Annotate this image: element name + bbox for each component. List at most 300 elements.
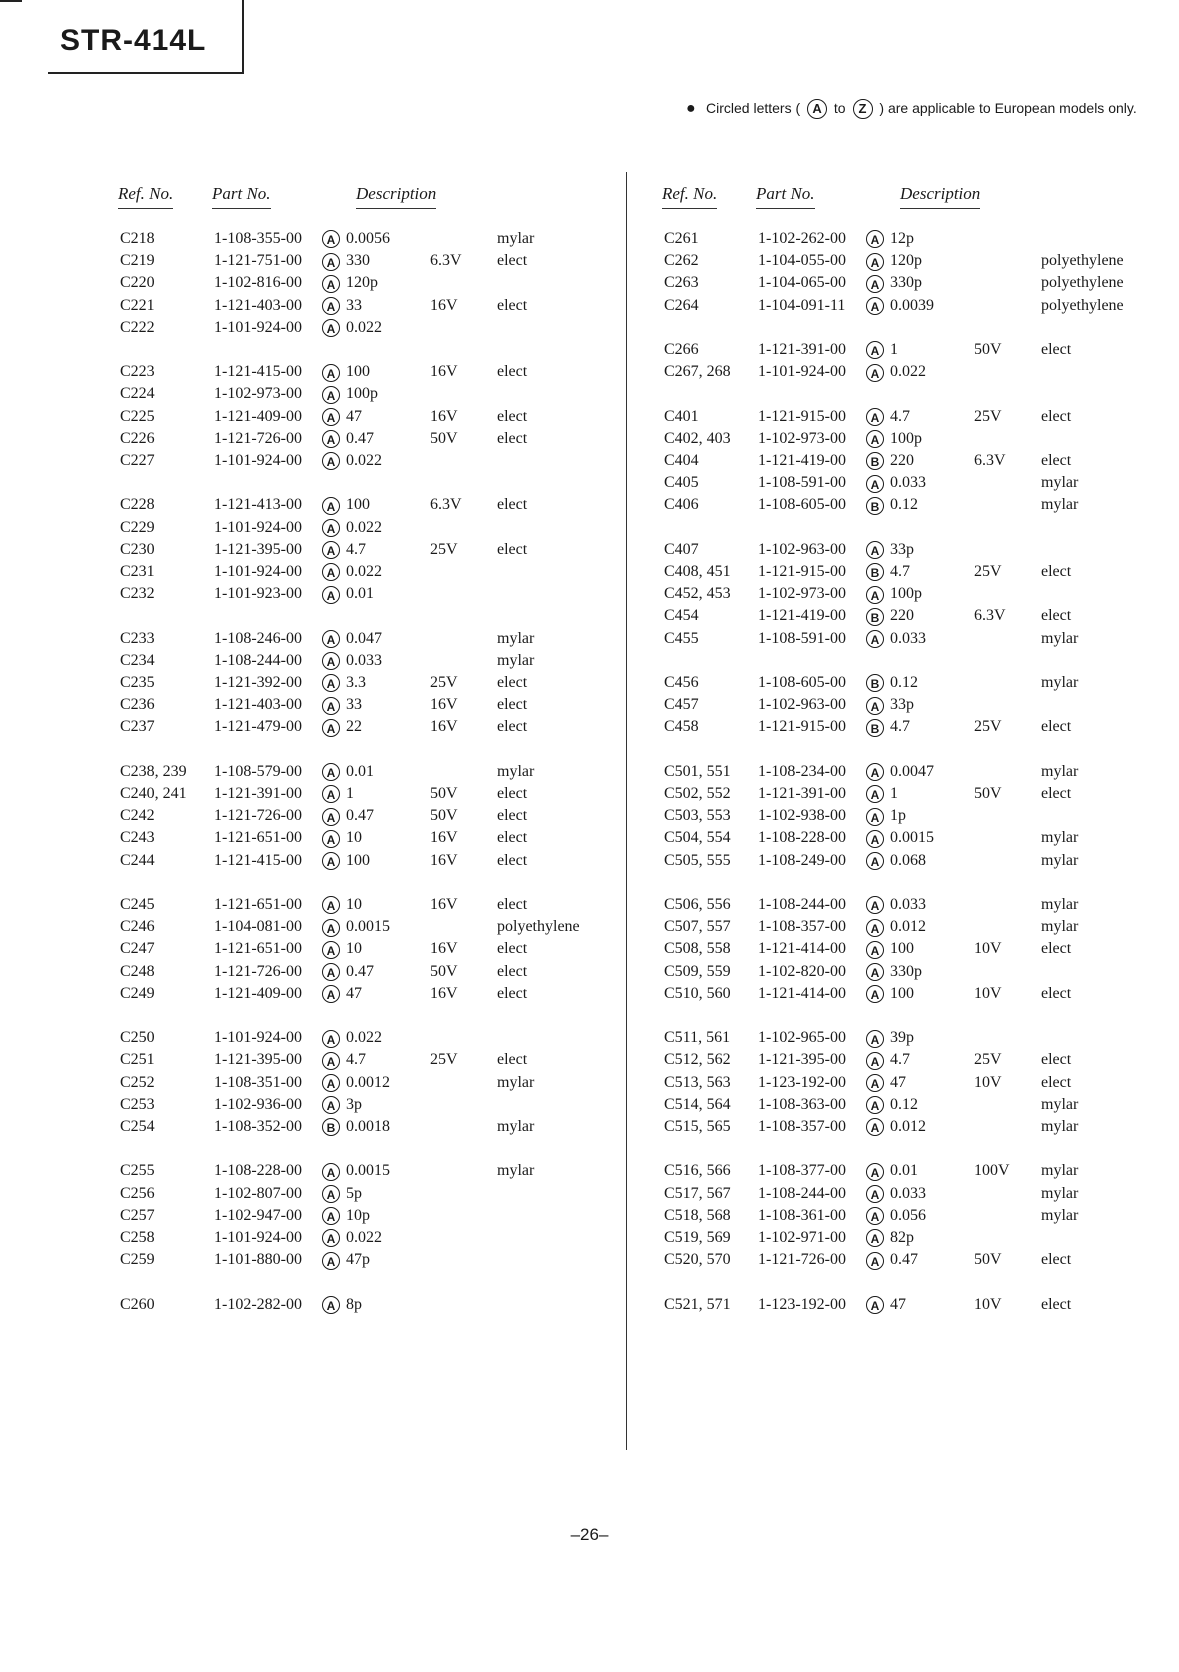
value-cell bbox=[322, 674, 366, 692]
value-cell bbox=[322, 252, 370, 270]
part-no-cell: 1-121-751-00 bbox=[214, 252, 302, 270]
circled-a-icon: A bbox=[322, 319, 340, 337]
circled-a-icon: A bbox=[322, 586, 340, 604]
circled-a-icon: A bbox=[866, 1296, 884, 1314]
value-cell bbox=[322, 1118, 390, 1136]
value-cell bbox=[322, 1029, 382, 1047]
part-no-cell: 1-108-579-00 bbox=[214, 762, 302, 780]
circled-a-icon: A bbox=[866, 230, 884, 248]
part-no-cell: 1-121-651-00 bbox=[214, 829, 302, 847]
value-text: 100p bbox=[890, 429, 922, 447]
header-description: Description bbox=[900, 184, 980, 209]
type-cell: elect bbox=[497, 696, 528, 714]
value-cell bbox=[322, 1185, 362, 1203]
value-text: 120p bbox=[890, 252, 922, 270]
table-row bbox=[656, 1185, 1176, 1209]
table-row bbox=[656, 1229, 1176, 1253]
part-no-cell: 1-121-413-00 bbox=[214, 496, 302, 514]
value-cell bbox=[866, 1096, 918, 1114]
value-cell bbox=[866, 1162, 918, 1180]
value-text: 100 bbox=[890, 984, 914, 1002]
value-cell bbox=[322, 696, 362, 714]
type-cell: elect bbox=[1041, 785, 1072, 802]
value-cell bbox=[866, 674, 918, 692]
ref-no-cell: C508, 558 bbox=[664, 940, 731, 958]
type-cell: elect bbox=[497, 984, 528, 1002]
circled-a-icon: A bbox=[322, 430, 340, 448]
value-cell bbox=[322, 1251, 370, 1269]
table-row bbox=[656, 829, 1176, 853]
column-headers bbox=[112, 180, 632, 220]
circled-a-icon: A bbox=[866, 1052, 884, 1070]
table-row bbox=[112, 985, 632, 1009]
circled-a-icon: A bbox=[866, 852, 884, 870]
voltage-cell: 6.3V bbox=[430, 496, 462, 514]
value-text: 47 bbox=[346, 984, 362, 1002]
circled-a-icon: A bbox=[866, 1252, 884, 1270]
ref-no-cell: C519, 569 bbox=[664, 1229, 731, 1246]
ref-no-cell: C520, 570 bbox=[664, 1251, 731, 1269]
voltage-cell: 50V bbox=[430, 785, 458, 802]
value-cell bbox=[322, 1162, 390, 1180]
value-text: 33 bbox=[346, 296, 362, 314]
ref-no-cell: C512, 562 bbox=[664, 1051, 731, 1069]
value-cell bbox=[866, 1074, 906, 1092]
type-cell: mylar bbox=[497, 651, 535, 669]
value-cell bbox=[322, 985, 362, 1003]
part-no-cell: 1-104-081-00 bbox=[214, 918, 302, 936]
circled-a-icon: A bbox=[866, 830, 884, 848]
part-no-cell: 1-101-924-00 bbox=[214, 563, 302, 580]
circled-b-icon: B bbox=[866, 674, 884, 692]
part-no-cell: 1-108-355-00 bbox=[214, 230, 302, 247]
circled-a-icon: A bbox=[322, 1207, 340, 1225]
value-cell bbox=[866, 297, 934, 315]
ref-no-cell: C501, 551 bbox=[664, 762, 731, 780]
table-row bbox=[112, 363, 632, 387]
table-row bbox=[656, 630, 1176, 654]
circled-a-icon: A bbox=[322, 941, 340, 959]
circled-a-icon: A bbox=[322, 985, 340, 1003]
ref-no-cell: C264 bbox=[664, 296, 699, 314]
type-cell: elect bbox=[497, 429, 528, 447]
value-text: 0.0015 bbox=[890, 829, 934, 847]
ref-no-cell: C401 bbox=[664, 407, 699, 425]
value-text: 0.0039 bbox=[890, 296, 934, 314]
voltage-cell: 6.3V bbox=[974, 607, 1006, 625]
table-row bbox=[112, 940, 632, 964]
value-cell bbox=[866, 963, 922, 981]
value-text: 0.033 bbox=[890, 474, 926, 492]
circled-a-icon: A bbox=[322, 1163, 340, 1181]
ref-no-cell: C515, 565 bbox=[664, 1118, 731, 1135]
ref-no-cell: C258 bbox=[120, 1229, 155, 1246]
value-cell bbox=[866, 1251, 918, 1269]
table-row bbox=[112, 519, 632, 543]
voltage-cell: 16V bbox=[430, 940, 458, 958]
circled-b-icon: B bbox=[866, 497, 884, 515]
part-no-cell: 1-121-403-00 bbox=[214, 696, 302, 714]
part-no-cell: 1-121-415-00 bbox=[214, 851, 302, 869]
value-text: 0.033 bbox=[890, 1184, 926, 1202]
type-cell: elect bbox=[1041, 1051, 1072, 1069]
value-text: 0.068 bbox=[890, 851, 926, 869]
table-row bbox=[656, 452, 1176, 476]
type-cell: mylar bbox=[1041, 629, 1079, 647]
value-text: 47 bbox=[890, 1073, 906, 1091]
circled-a-icon: A bbox=[866, 785, 884, 803]
value-text: 0.022 bbox=[346, 518, 382, 536]
value-text: 0.47 bbox=[890, 1251, 918, 1269]
value-text: 4.7 bbox=[890, 407, 910, 425]
header-ref-no: Ref. No. bbox=[118, 184, 173, 209]
value-text: 0.01 bbox=[346, 585, 374, 603]
ref-no-cell: C235 bbox=[120, 674, 155, 691]
value-cell bbox=[322, 918, 390, 936]
circled-b-icon: B bbox=[866, 452, 884, 470]
value-cell bbox=[322, 230, 390, 248]
value-text: 0.47 bbox=[346, 807, 374, 825]
part-no-cell: 1-121-479-00 bbox=[214, 718, 302, 736]
table-row bbox=[656, 918, 1176, 942]
table-row bbox=[112, 1051, 632, 1075]
ref-no-cell: C224 bbox=[120, 385, 155, 403]
part-no-cell: 1-108-361-00 bbox=[758, 1206, 846, 1224]
ref-no-cell: C516, 566 bbox=[664, 1162, 731, 1180]
type-cell: mylar bbox=[1041, 1118, 1079, 1135]
value-text: 0.47 bbox=[346, 429, 374, 447]
part-no-cell: 1-108-234-00 bbox=[758, 762, 846, 780]
value-cell bbox=[866, 563, 910, 581]
ref-no-cell: C232 bbox=[120, 585, 155, 603]
voltage-cell: 10V bbox=[974, 940, 1002, 958]
ref-no-cell: C225 bbox=[120, 407, 155, 425]
table-row bbox=[112, 252, 632, 276]
ref-no-cell: C251 bbox=[120, 1051, 155, 1069]
table-row bbox=[112, 1029, 632, 1053]
circled-b-icon: B bbox=[866, 608, 884, 626]
value-text: 47p bbox=[346, 1251, 370, 1269]
title-tick-line bbox=[0, 0, 22, 2]
table-row bbox=[656, 607, 1176, 631]
table-row bbox=[656, 1051, 1176, 1075]
circled-a-icon: A bbox=[866, 541, 884, 559]
table-row bbox=[112, 807, 632, 831]
circled-a-icon: A bbox=[866, 1096, 884, 1114]
part-no-cell: 1-108-591-00 bbox=[758, 474, 846, 492]
voltage-cell: 25V bbox=[430, 540, 458, 558]
value-cell bbox=[866, 585, 922, 603]
circled-a-icon: A bbox=[866, 697, 884, 715]
value-text: 0.022 bbox=[346, 1229, 382, 1246]
value-cell bbox=[866, 918, 926, 936]
value-cell bbox=[866, 785, 898, 803]
table-row bbox=[656, 852, 1176, 876]
value-text: 33p bbox=[890, 540, 914, 558]
value-cell bbox=[322, 1229, 382, 1247]
value-text: 4.7 bbox=[890, 718, 910, 736]
value-cell bbox=[322, 940, 362, 958]
value-text: 4.7 bbox=[346, 540, 366, 558]
bullet-icon: ● bbox=[686, 100, 696, 117]
ref-no-cell: C267, 268 bbox=[664, 363, 731, 381]
part-no-cell: 1-102-973-00 bbox=[214, 385, 302, 403]
value-cell bbox=[322, 963, 374, 981]
value-text: 0.022 bbox=[346, 563, 382, 580]
header-description: Description bbox=[356, 184, 436, 209]
ref-no-cell: C243 bbox=[120, 829, 155, 847]
type-cell: mylar bbox=[497, 629, 535, 647]
ref-no-cell: C227 bbox=[120, 452, 155, 469]
table-row bbox=[112, 963, 632, 987]
circled-a-icon: A bbox=[322, 1074, 340, 1092]
type-cell: mylar bbox=[1041, 918, 1079, 936]
circled-a-icon: A bbox=[322, 452, 340, 470]
voltage-cell: 16V bbox=[430, 896, 458, 913]
ref-no-cell: C242 bbox=[120, 807, 155, 825]
value-text: 0.012 bbox=[890, 918, 926, 936]
type-cell: elect bbox=[1041, 1295, 1072, 1313]
value-text: 0.12 bbox=[890, 1095, 918, 1113]
ref-no-cell: C255 bbox=[120, 1162, 155, 1180]
ref-no-cell: C458 bbox=[664, 718, 699, 736]
voltage-cell: 50V bbox=[974, 341, 1002, 358]
part-no-cell: 1-102-807-00 bbox=[214, 1184, 302, 1202]
table-row bbox=[656, 541, 1176, 565]
value-cell bbox=[866, 940, 914, 958]
ref-no-cell: C408, 451 bbox=[664, 563, 731, 580]
type-cell: mylar bbox=[1041, 1206, 1079, 1224]
value-cell bbox=[322, 829, 362, 847]
value-text: 3.3 bbox=[346, 674, 366, 691]
type-cell: polyethylene bbox=[1041, 274, 1124, 292]
table-row bbox=[112, 918, 632, 942]
part-no-cell: 1-121-651-00 bbox=[214, 940, 302, 958]
table-row bbox=[656, 297, 1176, 321]
circled-a-icon: A bbox=[322, 1185, 340, 1203]
ref-no-cell: C238, 239 bbox=[120, 762, 187, 780]
table-row bbox=[656, 563, 1176, 587]
part-no-cell: 1-121-414-00 bbox=[758, 940, 846, 958]
circled-b-icon: B bbox=[866, 719, 884, 737]
circled-a-icon: A bbox=[322, 697, 340, 715]
part-no-cell: 1-121-915-00 bbox=[758, 718, 846, 736]
circled-a-icon: A bbox=[866, 630, 884, 648]
type-cell: elect bbox=[497, 674, 528, 691]
ref-no-cell: C402, 403 bbox=[664, 429, 731, 447]
part-no-cell: 1-102-971-00 bbox=[758, 1229, 846, 1246]
table-row bbox=[656, 341, 1176, 365]
ref-no-cell: C219 bbox=[120, 252, 155, 270]
part-no-cell: 1-121-409-00 bbox=[214, 407, 302, 425]
type-cell: elect bbox=[497, 829, 528, 847]
voltage-cell: 100V bbox=[974, 1162, 1010, 1180]
circled-a-icon: A bbox=[322, 386, 340, 404]
value-text: 39p bbox=[890, 1029, 914, 1047]
value-cell bbox=[866, 1207, 926, 1225]
value-text: 100p bbox=[890, 585, 922, 603]
part-no-cell: 1-108-352-00 bbox=[214, 1118, 302, 1135]
ref-no-cell: C513, 563 bbox=[664, 1073, 731, 1091]
type-cell: elect bbox=[497, 962, 528, 980]
circled-a-icon: A bbox=[866, 808, 884, 826]
value-cell bbox=[322, 1296, 362, 1314]
voltage-cell: 16V bbox=[430, 851, 458, 869]
value-text: 8p bbox=[346, 1295, 362, 1313]
type-cell: polyethylene bbox=[497, 918, 580, 936]
voltage-cell: 50V bbox=[974, 1251, 1002, 1269]
circled-a-icon: A bbox=[866, 1118, 884, 1136]
value-cell bbox=[322, 1207, 370, 1225]
part-no-cell: 1-121-395-00 bbox=[758, 1051, 846, 1069]
table-row bbox=[112, 630, 632, 654]
type-cell: mylar bbox=[1041, 1162, 1079, 1180]
circled-a-icon: A bbox=[866, 275, 884, 293]
circled-a-icon: A bbox=[866, 1185, 884, 1203]
circled-a-icon: A bbox=[322, 963, 340, 981]
voltage-cell: 50V bbox=[974, 785, 1002, 802]
ref-no-cell: C507, 557 bbox=[664, 918, 731, 936]
value-text: 0.022 bbox=[346, 452, 382, 469]
part-no-cell: 1-121-409-00 bbox=[214, 984, 302, 1002]
ref-no-cell: C246 bbox=[120, 918, 155, 936]
value-text: 0.0056 bbox=[346, 230, 390, 247]
value-text: 0.033 bbox=[890, 896, 926, 913]
value-text: 33 bbox=[346, 696, 362, 714]
table-row bbox=[112, 696, 632, 720]
table-row bbox=[112, 1296, 632, 1320]
table-row bbox=[112, 1207, 632, 1231]
ref-no-cell: C218 bbox=[120, 230, 155, 247]
part-no-cell: 1-108-605-00 bbox=[758, 674, 846, 691]
value-cell bbox=[866, 408, 910, 426]
value-text: 0.12 bbox=[890, 674, 918, 691]
type-cell: mylar bbox=[1041, 474, 1079, 492]
table-row bbox=[656, 274, 1176, 298]
ref-no-cell: C510, 560 bbox=[664, 984, 731, 1002]
value-cell bbox=[866, 452, 914, 470]
part-no-cell: 1-102-820-00 bbox=[758, 962, 846, 980]
value-text: 0.47 bbox=[346, 962, 374, 980]
value-text: 5p bbox=[346, 1184, 362, 1202]
table-row bbox=[656, 408, 1176, 432]
voltage-cell: 16V bbox=[430, 696, 458, 714]
circled-a-icon: A bbox=[866, 1163, 884, 1181]
ref-no-cell: C237 bbox=[120, 718, 155, 736]
part-no-cell: 1-102-973-00 bbox=[758, 585, 846, 603]
value-cell bbox=[866, 630, 926, 648]
table-row bbox=[112, 829, 632, 853]
value-cell bbox=[322, 1096, 362, 1114]
circled-a-icon: A bbox=[866, 919, 884, 937]
voltage-cell: 25V bbox=[974, 563, 1002, 580]
circled-a-icon: A bbox=[322, 408, 340, 426]
circled-a-icon: A bbox=[322, 297, 340, 315]
value-text: 33p bbox=[890, 696, 914, 714]
value-cell bbox=[866, 252, 922, 270]
circled-a-icon: A bbox=[322, 541, 340, 559]
type-cell: mylar bbox=[1041, 674, 1079, 691]
table-row bbox=[112, 274, 632, 298]
part-no-cell: 1-108-228-00 bbox=[758, 829, 846, 847]
circled-a-icon: A bbox=[322, 364, 340, 382]
type-cell: elect bbox=[1041, 718, 1072, 736]
ref-no-cell: C233 bbox=[120, 629, 155, 647]
value-cell bbox=[866, 763, 934, 781]
table-row bbox=[656, 963, 1176, 987]
table-row bbox=[112, 541, 632, 565]
ref-no-cell: C504, 554 bbox=[664, 829, 731, 847]
circled-a-icon: A bbox=[322, 763, 340, 781]
circled-a-icon: A bbox=[866, 941, 884, 959]
circled-b-icon: B bbox=[322, 1118, 340, 1136]
value-text: 4.7 bbox=[890, 1051, 910, 1069]
table-row bbox=[112, 1074, 632, 1098]
ref-no-cell: C263 bbox=[664, 274, 699, 292]
value-cell bbox=[322, 496, 370, 514]
ref-no-cell: C222 bbox=[120, 318, 155, 336]
table-row bbox=[656, 807, 1176, 831]
table-row bbox=[112, 852, 632, 876]
ref-no-cell: C254 bbox=[120, 1118, 155, 1135]
part-no-cell: 1-101-924-00 bbox=[214, 318, 302, 336]
voltage-cell: 16V bbox=[430, 984, 458, 1002]
ref-no-cell: C230 bbox=[120, 540, 155, 558]
type-cell: elect bbox=[1041, 1251, 1072, 1269]
table-row bbox=[656, 1029, 1176, 1053]
ref-no-cell: C502, 552 bbox=[664, 785, 731, 802]
ref-no-cell: C256 bbox=[120, 1184, 155, 1202]
part-no-cell: 1-121-419-00 bbox=[758, 452, 846, 469]
circled-a-icon: A bbox=[322, 1096, 340, 1114]
value-text: 100 bbox=[346, 496, 370, 514]
type-cell: elect bbox=[497, 496, 528, 514]
part-no-cell: 1-108-228-00 bbox=[214, 1162, 302, 1180]
value-cell bbox=[866, 985, 914, 1003]
circled-a-icon: A bbox=[866, 1207, 884, 1225]
type-cell: elect bbox=[497, 940, 528, 958]
part-no-cell: 1-108-363-00 bbox=[758, 1095, 846, 1113]
type-cell: elect bbox=[1041, 940, 1072, 958]
part-no-cell: 1-121-915-00 bbox=[758, 563, 846, 580]
circled-a-icon: A bbox=[322, 674, 340, 692]
part-no-cell: 1-123-192-00 bbox=[758, 1295, 846, 1313]
value-text: 0.033 bbox=[890, 629, 926, 647]
value-cell bbox=[322, 718, 362, 736]
circled-a-icon: A bbox=[322, 785, 340, 803]
part-no-cell: 1-101-924-00 bbox=[214, 518, 302, 536]
type-cell: elect bbox=[497, 807, 528, 825]
part-no-cell: 1-121-651-00 bbox=[214, 896, 302, 913]
circled-a-icon: A bbox=[322, 275, 340, 293]
part-no-cell: 1-123-192-00 bbox=[758, 1073, 846, 1091]
type-cell: elect bbox=[1041, 1073, 1072, 1091]
header-part-no: Part No. bbox=[212, 184, 271, 209]
ref-no-cell: C518, 568 bbox=[664, 1206, 731, 1224]
type-cell: elect bbox=[1041, 407, 1072, 425]
table-row bbox=[656, 474, 1176, 498]
type-cell: elect bbox=[497, 252, 528, 270]
value-cell bbox=[322, 519, 382, 537]
table-row bbox=[656, 1096, 1176, 1120]
voltage-cell: 16V bbox=[430, 718, 458, 736]
type-cell: mylar bbox=[1041, 762, 1079, 780]
voltage-cell: 50V bbox=[430, 807, 458, 825]
part-no-cell: 1-102-965-00 bbox=[758, 1029, 846, 1047]
value-cell bbox=[866, 1118, 926, 1136]
ref-no-cell: C505, 555 bbox=[664, 851, 731, 869]
page-title: STR-414L bbox=[60, 24, 207, 57]
